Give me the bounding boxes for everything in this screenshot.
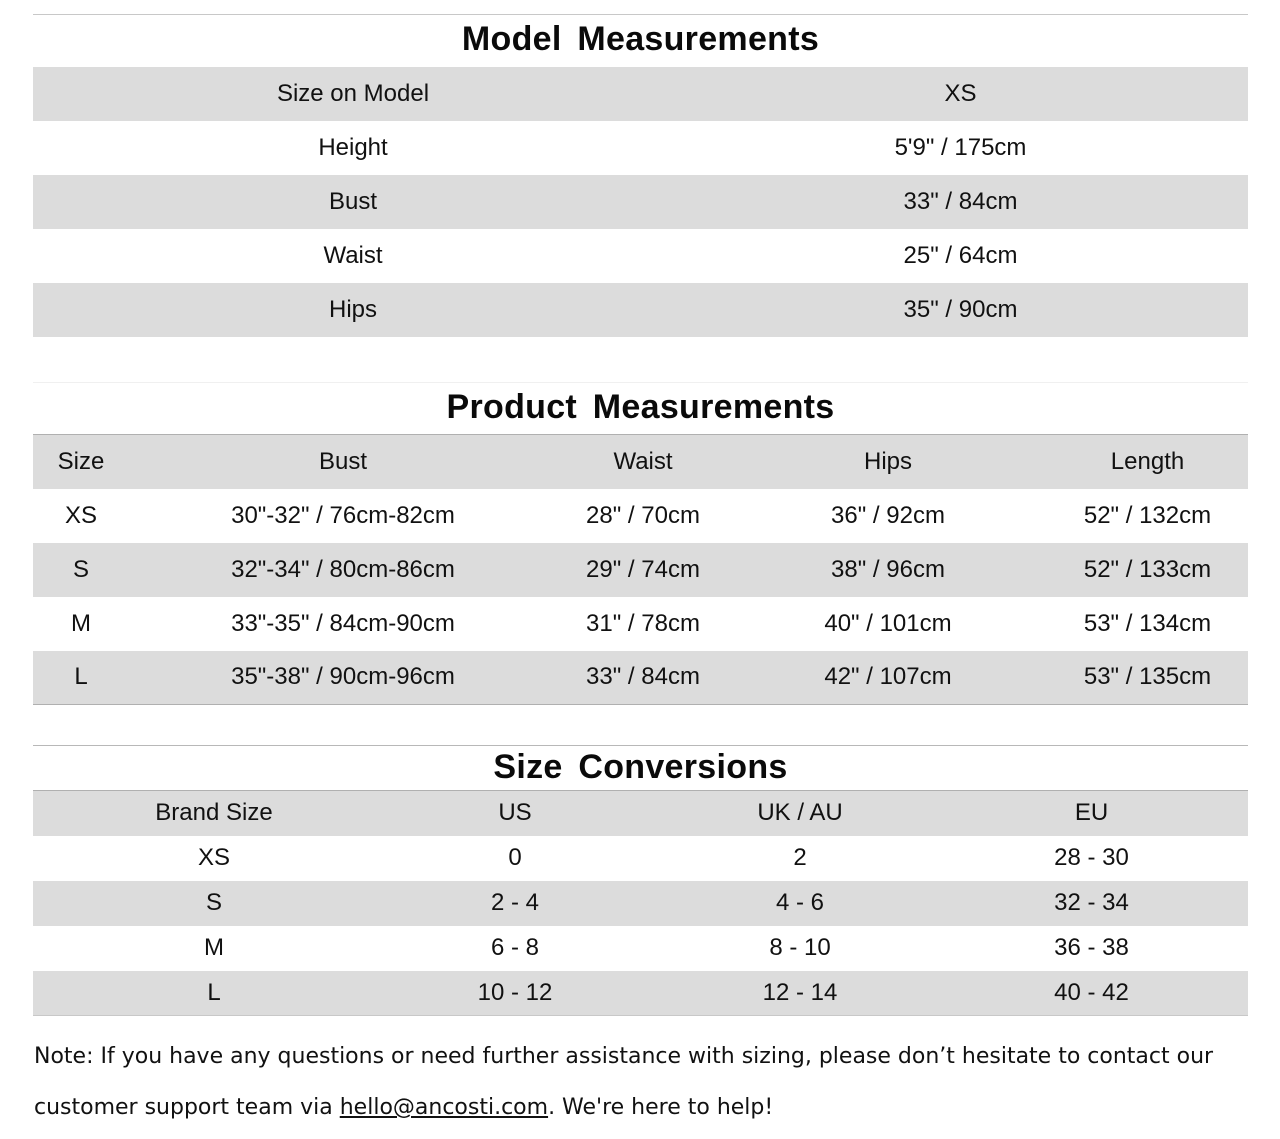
bust-cell: 32"-34" / 80cm-86cm	[231, 555, 455, 583]
length-cell: 52" / 133cm	[1083, 555, 1212, 583]
uk-au-size-cell: 8 - 10	[769, 934, 831, 961]
size-cell: S	[72, 555, 89, 583]
row-value: 33" / 84cm	[903, 188, 1018, 215]
product-measurements-title: Product Measurements	[446, 388, 835, 426]
hips-cell: 42" / 107cm	[824, 663, 952, 691]
hips-cell: 40" / 101cm	[824, 609, 952, 637]
table-row	[33, 597, 1248, 651]
header-cell: Bust	[318, 447, 368, 475]
table-row	[33, 121, 1248, 175]
table-header-row	[33, 791, 1248, 836]
length-cell: 52" / 132cm	[1083, 501, 1212, 529]
size-conversions-title: Size Conversions	[493, 748, 788, 786]
table-row	[33, 489, 1248, 543]
eu-size-cell: 40 - 42	[1054, 978, 1129, 1006]
sizing-help-note	[34, 1031, 1274, 1133]
us-size-cell: 2 - 4	[490, 889, 540, 916]
us-size-cell: 10 - 12	[477, 978, 553, 1006]
header-cell: US	[498, 799, 532, 827]
bust-cell: 30"-32" / 76cm-82cm	[231, 501, 455, 529]
us-size-cell: 6 - 8	[490, 934, 540, 961]
header-cell: Brand Size	[155, 799, 273, 827]
bust-cell: 33"-35" / 84cm-90cm	[231, 609, 455, 637]
support-email-link[interactable]: hello@ancosti.com	[339, 1095, 549, 1120]
waist-cell: 28" / 70cm	[586, 501, 700, 529]
length-cell: 53" / 134cm	[1083, 609, 1212, 637]
eu-size-cell: 36 - 38	[1054, 934, 1129, 961]
model-measurements-table	[33, 67, 1248, 337]
header-cell: Hips	[863, 447, 912, 475]
hips-cell: 36" / 92cm	[831, 501, 945, 529]
table-header-row	[33, 435, 1248, 489]
header-cell: EU	[1074, 799, 1109, 827]
model-measurements-title: Model Measurements	[461, 20, 820, 58]
header-cell: UK / AU	[757, 799, 843, 827]
table-row	[33, 229, 1248, 283]
brand-size-cell: XS	[197, 844, 230, 871]
size-cell: L	[74, 663, 88, 691]
bust-cell: 35"-38" / 90cm-96cm	[231, 663, 455, 691]
size-cell: M	[71, 609, 91, 637]
table-row	[33, 926, 1248, 971]
us-size-cell: 0	[508, 844, 522, 871]
brand-size-cell: S	[205, 889, 222, 916]
uk-au-size-cell: 12 - 14	[762, 978, 838, 1006]
length-cell: 53" / 135cm	[1083, 663, 1212, 691]
table-row	[33, 283, 1248, 337]
header-cell: Waist	[613, 447, 673, 475]
brand-size-cell: L	[207, 978, 221, 1006]
table-row	[33, 651, 1248, 705]
header-cell: Size	[57, 447, 105, 475]
header-cell: XS	[944, 80, 977, 107]
brand-size-cell: M	[204, 934, 224, 961]
row-value: 5'9" / 175cm	[894, 134, 1027, 161]
row-label: Hips	[328, 296, 377, 323]
table-header-row	[33, 67, 1248, 121]
row-value: 25" / 64cm	[903, 242, 1018, 269]
top-divider	[33, 14, 1248, 15]
size-cell: XS	[64, 501, 97, 529]
size-conversions-table	[33, 790, 1248, 1016]
note-text-end: . We're here to help!	[548, 1095, 774, 1120]
header-cell: Length	[1110, 447, 1185, 475]
hips-cell: 38" / 96cm	[831, 555, 945, 583]
section-divider	[33, 745, 1248, 746]
table-row	[33, 836, 1248, 881]
row-label: Waist	[323, 242, 383, 269]
table-row	[33, 881, 1248, 926]
uk-au-size-cell: 2	[793, 844, 807, 871]
table-row	[33, 971, 1248, 1016]
eu-size-cell: 28 - 30	[1054, 844, 1129, 871]
note-text: Note: If you have any questions or need further assistance with sizing, please don’t hesitate to contact our customer support team via	[34, 1044, 1214, 1120]
waist-cell: 31" / 78cm	[586, 609, 700, 637]
waist-cell: 29" / 74cm	[586, 555, 700, 583]
uk-au-size-cell: 4 - 6	[775, 889, 825, 916]
table-row	[33, 543, 1248, 597]
section-divider	[33, 382, 1248, 383]
row-label: Bust	[328, 188, 378, 215]
product-measurements-table	[33, 434, 1248, 705]
header-cell: Size on Model	[276, 80, 430, 107]
row-label: Height	[318, 134, 388, 161]
waist-cell: 33" / 84cm	[586, 663, 700, 691]
row-value: 35" / 90cm	[903, 296, 1018, 323]
table-row	[33, 175, 1248, 229]
eu-size-cell: 32 - 34	[1054, 889, 1129, 916]
